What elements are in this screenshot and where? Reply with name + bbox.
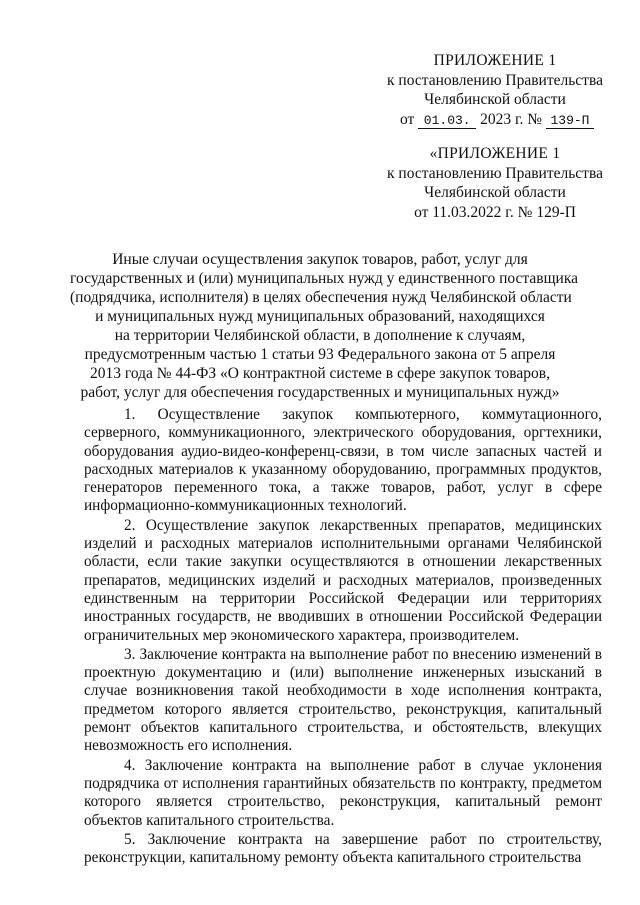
appendix-old-resolution-line: к постановлению Правительства (387, 164, 603, 182)
heading-line: предусмотренным частью 1 статьи 93 Федерального закона от 5 апреля (84, 346, 556, 363)
heading-line: работ, услуг для обеспечения государственных и муниципальных нужд» (80, 384, 560, 401)
number-fill: 139-П (546, 113, 594, 129)
heading-line: Иные случаи осуществления закупок товаров, работ, услуг для (112, 251, 528, 268)
appendix-resolution-line: к постановлению Правительства (387, 71, 603, 89)
document-heading (70, 250, 579, 402)
appendix-old-region-line: Челябинской области (424, 184, 566, 201)
year-number-label: 2023 г. № (480, 110, 543, 128)
heading-line: на территории Челябинской области, в дополнение к случаям, (114, 327, 526, 344)
paragraph-2: 2. Осуществление закупок лекарственных препаратов, медицинских изделий и расходных материалов исполнительными органами Челябинской области, если такие закупки осуществляются в отношении лекарственных препаратов, медицинских изделий и расходных материалов, произведенных единственным на территории Российской Федерации или территориях иностранных государств, не вводивших в отношении Российской Федерации ограничительных мер экономического характера, производителем. (84, 516, 602, 644)
date-prefix: от (400, 110, 415, 128)
appendix-old-date-line: от 11.03.2022 г. № 129-П (414, 203, 576, 221)
appendix-block-old (360, 144, 630, 222)
document-body (84, 406, 602, 867)
heading-line: и муниципальных нужд муниципальных образований, находящихся (95, 308, 545, 325)
paragraph-3: 3. Заключение контракта на выполнение работ по внесению изменений в проектную документацию и (или) выполнение инженерных изысканий в случае возникновения такой необходимости в ходе исполнения контракта, предметом которого является строительство, реконструкция, капитальный ремонт объектов капитального строительства, и обстоятельств, влекущих невозможность его исполнения. (84, 645, 602, 755)
appendix-old-title: «ПРИЛОЖЕНИЕ 1 (429, 145, 561, 162)
date-fill: 01.03. (418, 113, 476, 129)
heading-line: 2013 года № 44-ФЗ «О контрактной системе в сфере закупок товаров, (90, 365, 550, 382)
appendix-title: ПРИЛОЖЕНИЕ 1 (433, 52, 557, 69)
paragraph-1: 1. Осуществление закупок компьютерного, коммутационного, серверного, коммуникационного, электрического оборудования, оргтехники, оборудования аудио-видео-конференц-связи, в том числе запасных частей и расходных материалов к указанному оборудованию, программных продуктов, генераторов переменного тока, а также товаров, работ, услуг в сфере информационно-коммуникационных технологий. (84, 406, 602, 515)
paragraph-5: 5. Заключение контракта на завершение работ по строительству, реконструкции, капитальному ремонту объекта капитального строительства (84, 830, 602, 867)
heading-line: государственных и (или) муниципальных нужд у единственного поставщика (70, 270, 579, 287)
appendix-date-line (364, 110, 630, 130)
appendix-region-line: Челябинской области (424, 91, 566, 108)
paragraph-4: 4. Заключение контракта на выполнение работ в случае уклонения подрядчика от исполнения гарантийных обязательств по контракту, предметом которого является строительство, реконструкция, капитальный ремонт объектов капитального строительства. (84, 756, 602, 829)
heading-line: (подрядчика, исполнителя) в целях обеспечения нужд Челябинской области (70, 289, 572, 306)
appendix-block-new (360, 51, 630, 129)
